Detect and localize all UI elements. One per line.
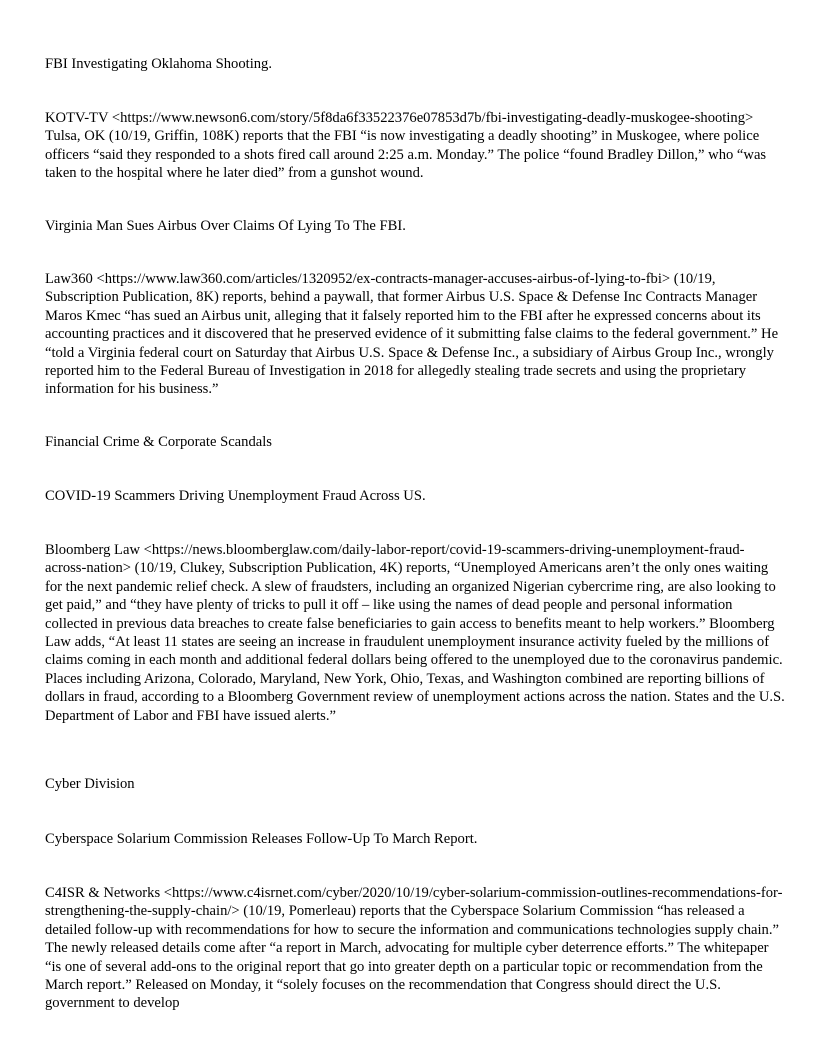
section-financial-crime: Financial Crime & Corporate Scandals (45, 434, 272, 450)
section-cyber-division: Cyber Division (45, 776, 135, 792)
story-law360-airbus: Law360 <https://www.law360.com/articles/1320952/ex-contracts-manager-accuses-airbus-of-lying-to-fbi> (10/19, Subscription Publication, 8K) reports, behind a paywall, that former Airbus U.S. Space & Defense Inc Contracts Manager Maros Kmec “has sued an Airbus unit, alleging that it falsely reported him to the FBI after he expressed concerns about its accounting practices and it discovered that he preserved evidence of it submitting false claims to the federal government.” He “told a Virginia federal court on Saturday that Airbus U.S. Space & Defense Inc., a subsidiary of Airbus Group Inc., wrongly reported him to the Federal Bureau of Investigation in 2018 for allegedly stealing trade secrets and using the proprietary information for his business.” (45, 271, 779, 398)
headline-covid-scammers: COVID-19 Scammers Driving Unemployment Fraud Across US. (45, 488, 426, 504)
story-kotv-muskogee-shooting: KOTV-TV <https://www.newson6.com/story/5f8da6f33522376e07853d7b/fbi-investigating-deadly-muskogee-shooting> Tulsa, OK (10/19, Griffin, 108K) reports that the FBI “is now investigating a deadly shooting” in Muskogee, where police officers “said they responded to a shots fired call around 2:25 a.m. Monday.” The police “found Bradley Dillon,” who “was taken to the hospital where he later died” from a gunshot wound. (45, 110, 767, 182)
story-c4isr-solarium: C4ISR & Networks <https://www.c4isrnet.com/cyber/2020/10/19/cyber-solarium-commission-outlines-recommendations-for-strengthening-the-supply-chain/> (10/19, Pomerleau) reports that the Cyberspace Solarium Commission “has released a detailed follow-up with recommendations for how to secure the information and communications technologies supply chain.” The newly released details come after “a report in March, advocating for multiple cyber deterrence efforts.” The whitepaper “is one of several add-ons to the original report that go into greater depth on a particular topic or recommendation from the March report.” Released on Monday, it “solely focuses on the recommendation that Congress should direct the U.S. government to develop (45, 885, 783, 1012)
story-bloomberg-unemployment-fraud: Bloomberg Law <https://news.bloomberglaw.com/daily-labor-report/covid-19-scammers-driving-unemployment-fraud-across-nation> (10/19, Clukey, Subscription Publication, 4K) reports, “Unemployed Americans aren’t the only ones waiting for the next pandemic relief check. A slew of fraudsters, including an organized Nigerian cybercrime ring, are also looking to get paid,” and “they have plenty of tricks to pull it off – like using the names of dead people and personal information collected in previous data breaches to create false beneficiaries to gain access to benefits meant to help workers.” Bloomberg Law adds, “At least 11 states are seeing an increase in fraudulent unemployment insurance activity fueled by the millions of claims coming in each month and additional federal dollars being offered to the unemployed due to the coronavirus pandemic. Places including Arizona, Colorado, Maryland, New York, Ohio, Texas, and Washington combined are reporting billions of dollars in fraud, according to a Bloomberg Government review of unemployment actions across the nation. States and the U.S. Department of Labor and FBI have issued alerts.” (45, 542, 785, 724)
headline-virginia-man-sues-airbus: Virginia Man Sues Airbus Over Claims Of Lying To The FBI. (45, 218, 406, 234)
headline-cyberspace-solarium: Cyberspace Solarium Commission Releases Follow-Up To March Report. (45, 831, 478, 847)
headline-fbi-oklahoma-shooting: FBI Investigating Oklahoma Shooting. (45, 56, 273, 72)
